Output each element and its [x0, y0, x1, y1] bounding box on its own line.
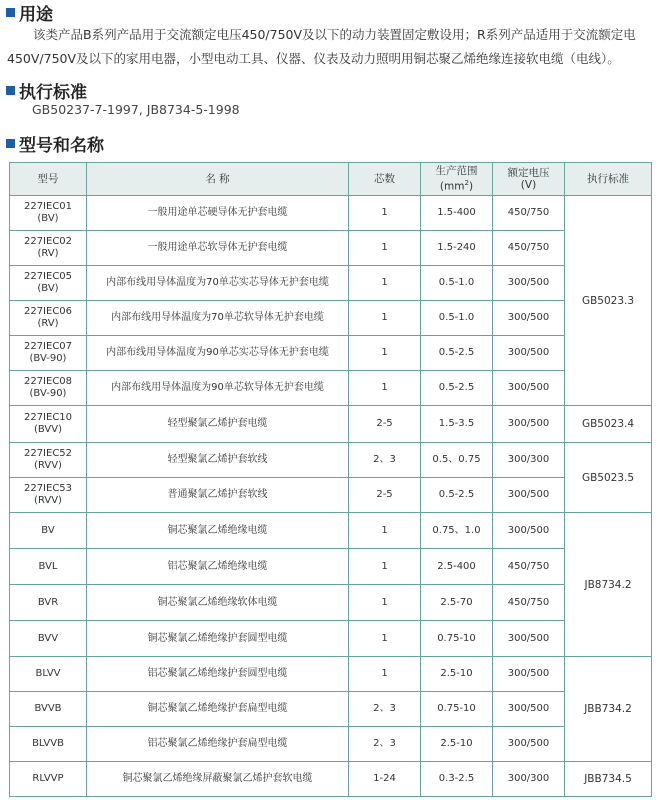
- table-row: [10, 727, 652, 762]
- cell-cores: 2-5: [349, 478, 421, 513]
- cell-voltage: 300/500: [493, 371, 565, 406]
- cell-model: [10, 443, 87, 478]
- standard-title-text: 执行标准: [19, 83, 87, 103]
- cell-range: 0.5-2.5: [421, 336, 493, 371]
- cell-model-code: 227IEC02: [23, 236, 73, 247]
- cell-range: 2.5-400: [421, 549, 493, 585]
- cell-model-code: BVL: [38, 560, 58, 572]
- square-bullet-icon: [6, 86, 15, 95]
- header-voltage: [493, 163, 565, 196]
- cell-voltage: 300/500: [493, 406, 565, 443]
- cell-model: [10, 549, 87, 585]
- cell-cores: 1: [349, 231, 421, 266]
- table-row: [10, 585, 652, 621]
- cell-model-code: BLVV: [35, 668, 61, 679]
- cell-model: [10, 585, 87, 621]
- table-row: [10, 478, 652, 513]
- cell-cores: 1-24: [349, 762, 421, 797]
- usage-line-1: 该类产品B系列产品用于交流额定电压450/750V及以下的动力装置固定敷设用；R系列产品适用于交流额定电: [33, 27, 636, 42]
- cell-model: [10, 301, 87, 336]
- cell-cores: 1: [349, 196, 421, 231]
- table-row: [10, 621, 652, 657]
- cell-voltage: 300/500: [493, 513, 565, 549]
- table-row: [10, 692, 652, 727]
- cell-standard: JBB734.5: [565, 762, 652, 797]
- cell-cores: 2、3: [349, 727, 421, 762]
- cell-model-code: BLVVB: [32, 738, 64, 749]
- header-voltage-unit: (V): [520, 179, 537, 191]
- cell-model: [10, 406, 87, 443]
- cell-model-alias: (RVV): [34, 460, 62, 471]
- header-range-label: 生产范围: [435, 165, 478, 178]
- cell-cores: 2、3: [349, 443, 421, 478]
- models-title-text: 型号和名称: [19, 136, 104, 156]
- cell-cores: 1: [349, 621, 421, 657]
- cell-voltage: 300/500: [493, 301, 565, 336]
- cell-model-alias: (BV-90): [29, 353, 67, 364]
- cell-model-code: 227IEC07: [23, 341, 73, 352]
- cell-range: 0.75、1.0: [421, 513, 493, 549]
- cell-model-code: 227IEC52: [23, 448, 73, 459]
- cell-range: 0.5、0.75: [421, 443, 493, 478]
- cell-model: [10, 478, 87, 513]
- cell-cores: 1: [349, 657, 421, 692]
- header-name: 名 称: [87, 163, 349, 196]
- table-row: [10, 231, 652, 266]
- cell-model-code: RLVVP: [32, 773, 64, 784]
- cell-model: [10, 371, 87, 406]
- table-row: [10, 336, 652, 371]
- cell-cores: 2-5: [349, 406, 421, 443]
- cell-model-code: BVVB: [34, 703, 62, 714]
- cell-voltage: 300/500: [493, 336, 565, 371]
- cell-name: 铜芯聚氯乙烯绝缘电缆: [87, 513, 349, 549]
- cell-name: 内部布线用导体温度为70单芯实芯导体无护套电缆: [87, 266, 349, 301]
- cell-name: 内部布线用导体温度为90单芯实芯导体无护套电缆: [87, 336, 349, 371]
- cell-voltage: 300/500: [493, 266, 565, 301]
- cell-name: 一般用途单芯硬导体无护套电缆: [87, 196, 349, 231]
- cell-model-code: 227IEC10: [23, 412, 73, 423]
- usage-line-2: 450V/750V及以下的家用电器，小型电动工具、仪器、仪表及动力照明用铜芯聚乙烯绝缘连接软电缆（电线）。: [7, 51, 620, 66]
- cell-model-alias: (BV): [37, 213, 59, 224]
- section-models-title: [6, 131, 104, 156]
- cell-model: [10, 231, 87, 266]
- cell-name: 内部布线用导体温度为70单芯软导体无护套电缆: [87, 301, 349, 336]
- cell-model: [10, 621, 87, 657]
- cell-model-code: BVV: [37, 632, 59, 644]
- cell-voltage: 300/500: [493, 727, 565, 762]
- cell-name: 铜芯聚氯乙烯绝缘护套扁型电缆: [87, 692, 349, 727]
- cell-range: 0.5-2.5: [421, 371, 493, 406]
- square-bullet-icon: [6, 8, 15, 17]
- cell-range: 0.3-2.5: [421, 762, 493, 797]
- table-row: [10, 406, 652, 443]
- table-row: [10, 513, 652, 549]
- table-row: [10, 266, 652, 301]
- table-row: [10, 371, 652, 406]
- cell-cores: 2、3: [349, 692, 421, 727]
- cell-range: 0.75-10: [421, 692, 493, 727]
- cell-name: 普通聚氯乙烯护套软线: [87, 478, 349, 513]
- usage-title-text: 用途: [19, 5, 53, 25]
- cell-voltage: 450/750: [493, 549, 565, 585]
- cell-standard: GB5023.4: [565, 406, 652, 443]
- cell-model: [10, 196, 87, 231]
- cell-range: 1.5-400: [421, 196, 493, 231]
- header-cores: 芯数: [349, 163, 421, 196]
- cell-range: 0.5-2.5: [421, 478, 493, 513]
- cell-range: 0.75-10: [421, 621, 493, 657]
- cell-name: 轻型聚氯乙烯护套电缆: [87, 406, 349, 443]
- cell-cores: 1: [349, 513, 421, 549]
- cell-model-code: 227IEC01: [23, 201, 73, 212]
- cell-cores: 1: [349, 371, 421, 406]
- table-row: [10, 301, 652, 336]
- cell-voltage: 450/750: [493, 196, 565, 231]
- cell-model: [10, 692, 87, 727]
- cell-voltage: 300/500: [493, 621, 565, 657]
- cell-range: 0.5-1.0: [421, 266, 493, 301]
- cell-range: 2.5-10: [421, 657, 493, 692]
- cell-model: [10, 762, 87, 797]
- section-standard-title: [6, 78, 87, 103]
- cell-voltage: 300/500: [493, 657, 565, 692]
- cell-model-alias: (BV): [37, 283, 59, 294]
- cell-voltage: 300/300: [493, 443, 565, 478]
- cell-range: 2.5-70: [421, 585, 493, 621]
- section-usage-title: [6, 0, 53, 25]
- cell-model-alias: (RV): [37, 248, 59, 259]
- table-body: [10, 196, 652, 797]
- cell-voltage: 300/500: [493, 478, 565, 513]
- header-range-unit: $(mm^2)$: [439, 179, 474, 193]
- table-row: [10, 657, 652, 692]
- cell-cores: 1: [349, 549, 421, 585]
- cell-model-code: BV: [41, 524, 55, 536]
- cell-range: 2.5-10: [421, 727, 493, 762]
- cell-voltage: 450/750: [493, 231, 565, 266]
- cell-standard: JB8734.2: [565, 513, 652, 657]
- cell-voltage: 300/500: [493, 692, 565, 727]
- table-header-row: [10, 163, 652, 196]
- header-standard: 执行标准: [565, 163, 652, 196]
- cell-voltage: 300/300: [493, 762, 565, 797]
- usage-paragraph: [7, 23, 655, 71]
- cell-range: 1.5-240: [421, 231, 493, 266]
- cell-standard: GB5023.5: [565, 443, 652, 513]
- cell-name: 铜芯聚氯乙烯绝缘护套圆型电缆: [87, 621, 349, 657]
- cell-name: 轻型聚氯乙烯护套软线: [87, 443, 349, 478]
- cell-model-code: 227IEC53: [23, 483, 73, 494]
- cell-model-alias: (BVV): [33, 424, 63, 435]
- cell-name: 铝芯聚氯乙烯绝缘护套扁型电缆: [87, 727, 349, 762]
- cell-model-code: 227IEC06: [23, 306, 73, 317]
- cell-standard: GB5023.3: [565, 196, 652, 406]
- cell-name: 内部布线用导体温度为90单芯软导体无护套电缆: [87, 371, 349, 406]
- table-row: [10, 762, 652, 797]
- cell-model-alias: (RVV): [34, 495, 62, 506]
- cell-name: 铝芯聚氯乙烯绝缘电缆: [87, 549, 349, 585]
- standard-text: GB50237-7-1997, JB8734-5-1998: [32, 102, 240, 117]
- cell-model-code: 227IEC05: [23, 271, 73, 282]
- cell-voltage: 450/750: [493, 585, 565, 621]
- cell-model: [10, 266, 87, 301]
- cell-cores: 1: [349, 266, 421, 301]
- table-row: [10, 549, 652, 585]
- cell-model-code: 227IEC08: [23, 376, 73, 387]
- cell-range: 0.5-1.0: [421, 301, 493, 336]
- cell-name: 一般用途单芯软导体无护套电缆: [87, 231, 349, 266]
- cell-cores: 1: [349, 301, 421, 336]
- header-model: 型号: [10, 163, 87, 196]
- cell-model-code: BVR: [37, 596, 59, 608]
- table-row: [10, 196, 652, 231]
- cell-range: 1.5-3.5: [421, 406, 493, 443]
- cell-name: 铜芯聚氯乙烯绝缘软体电缆: [87, 585, 349, 621]
- cell-standard: JBB734.2: [565, 657, 652, 762]
- cell-model: [10, 513, 87, 549]
- cell-name: 铜芯聚氯乙烯绝缘屏蔽聚氯乙烯护套软电缆: [87, 762, 349, 797]
- model-table: [9, 162, 652, 797]
- cell-cores: 1: [349, 585, 421, 621]
- cell-model-alias: (BV-90): [29, 388, 67, 399]
- square-bullet-icon: [6, 139, 15, 148]
- cell-model: [10, 657, 87, 692]
- cell-model: [10, 727, 87, 762]
- cell-model: [10, 336, 87, 371]
- header-range: [421, 163, 493, 196]
- cell-cores: 1: [349, 336, 421, 371]
- header-voltage-label: 额定电压: [507, 167, 550, 179]
- cell-name: 铝芯聚氯乙烯绝缘护套圆型电缆: [87, 657, 349, 692]
- table-row: [10, 443, 652, 478]
- cell-model-alias: (RV): [37, 318, 59, 329]
